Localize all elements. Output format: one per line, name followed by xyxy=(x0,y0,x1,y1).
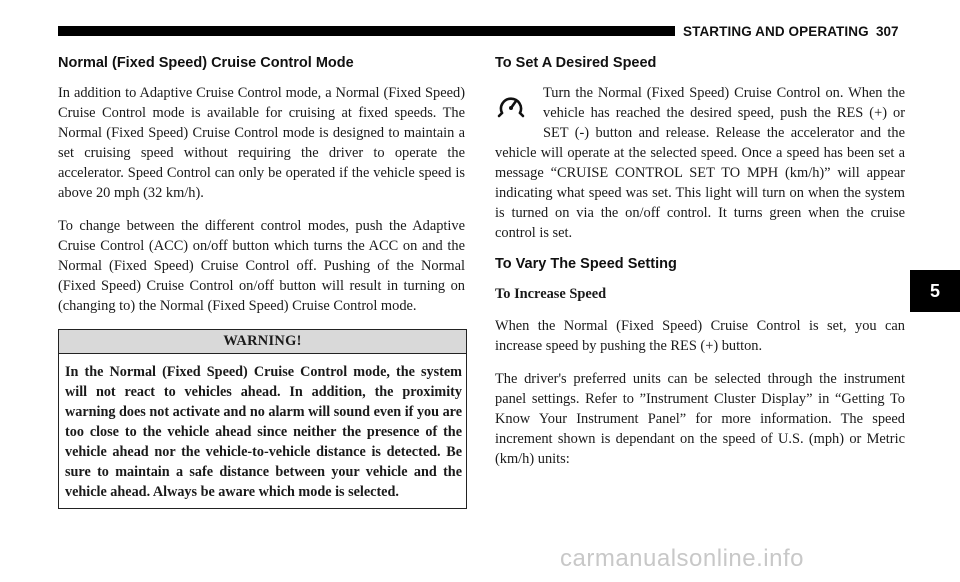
section-heading: To Set A Desired Speed xyxy=(495,55,657,71)
paragraph: Turn the Normal (Fixed Speed) Cruise Control on. When the vehicle has reached the desired speed, push the RES (+) or SET (-) button and release. Release the accelerator and the vehicle will operate at the selected speed. Once a speed has been set a message “CRUISE CONTROL SET TO MPH (km/h)” will appear indicating what speed was set. This light will turn on when the system is turned on via the on/off control. It turns green when the cruise control is set. xyxy=(495,85,905,241)
page-number: 307 xyxy=(876,24,899,39)
cruise-control-icon xyxy=(495,87,543,143)
paragraph: To change between the different control modes, push the Adaptive Cruise Control (ACC) on/off button which turns the ACC on and the Normal (Fixed Speed) Cruise Control off. Pushing of the Normal (Fixed Speed) Cruise Control on/off button will result in turning on (changing to) the Normal (Fixed Speed) Cruise Control mode. xyxy=(58,218,465,314)
warning-title: WARNING! xyxy=(59,330,466,354)
sub-heading: To Increase Speed xyxy=(495,286,607,302)
watermark: carmanualsonline.info xyxy=(560,545,804,572)
section-heading: To Vary The Speed Setting xyxy=(495,256,677,272)
speedometer-icon xyxy=(497,91,525,121)
left-column xyxy=(58,55,465,509)
warning-body: In the Normal (Fixed Speed) Cruise Control mode, the system will not react to vehicles ahead. In addition, the proximity warning does not activate and no alarm will sound even if you are too close to the vehicle ahead since neither the presence of the vehicle ahead nor the vehicle-to-vehicle distance is detected. Be sure to maintain a safe distance between your vehicle and the vehicle ahead. Always be aware which mode is selected. xyxy=(65,364,463,500)
paragraph: The driver's preferred units can be selected through the instrument panel settings. Refer to ”Instrument Cluster Display” in “Getting To Know Your Instrument Panel” for more information. The speed increment shown is dependant on the speed of U.S. (mph) or Metric (km/h) units: xyxy=(495,371,905,467)
paragraph: In addition to Adaptive Cruise Control mode, a Normal (Fixed Speed) Cruise Control mode is available for cruising at fixed speeds. The Normal (Fixed Speed) Cruise Control mode is designed to maintain a set cruising speed without requiring the driver to operate the accelerator. Speed Control can only be operated if the vehicle speed is above 20 mph (32 km/h). xyxy=(58,85,465,201)
warning-box xyxy=(58,329,467,509)
paragraph: When the Normal (Fixed Speed) Cruise Control is set, you can increase speed by pushing the RES (+) button. xyxy=(495,318,905,354)
header-rule xyxy=(58,26,675,36)
section-title: STARTING AND OPERATING xyxy=(683,24,869,39)
section-heading: Normal (Fixed Speed) Cruise Control Mode xyxy=(58,55,354,71)
right-column xyxy=(495,55,905,482)
chapter-tab: 5 xyxy=(910,270,960,312)
